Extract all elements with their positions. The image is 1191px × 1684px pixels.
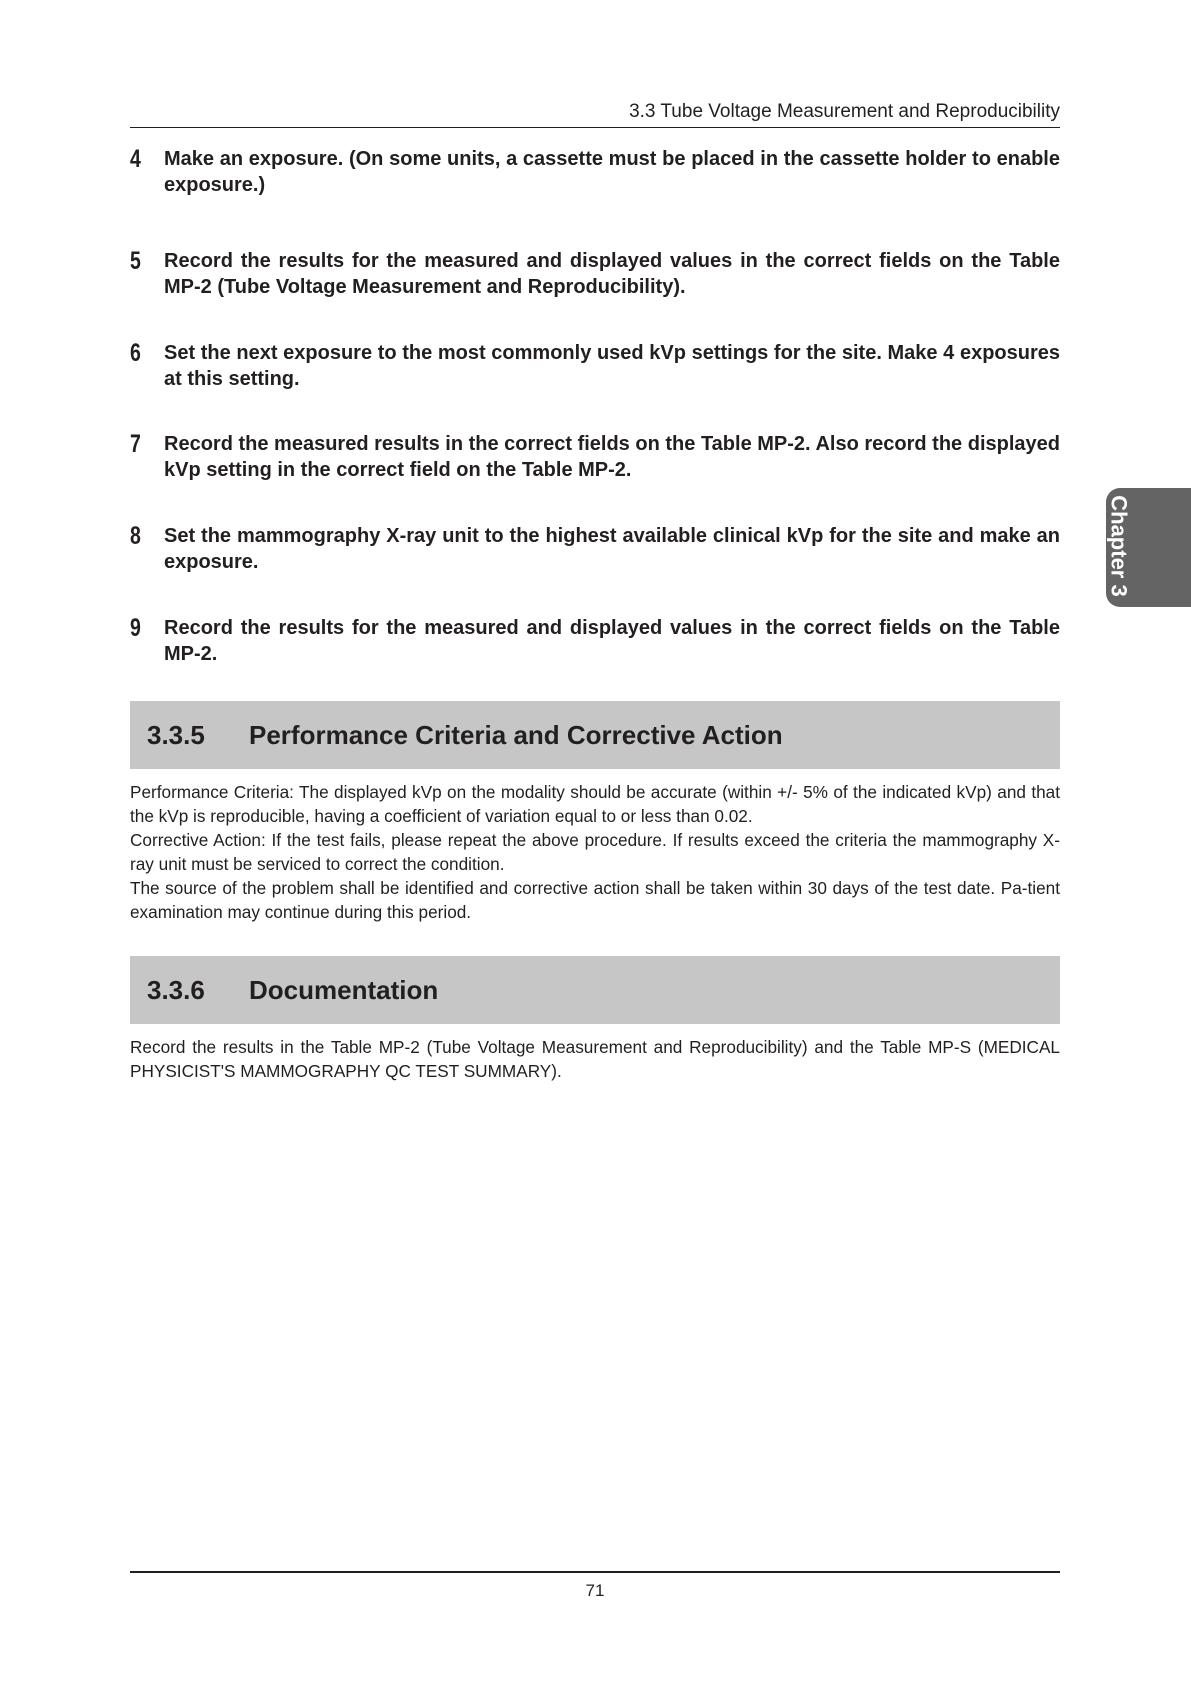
step-number: 6 — [130, 339, 141, 367]
header-divider — [130, 127, 1060, 128]
step-text: Record the results for the measured and displayed values in the correct fields on the Table MP-2 (Tube Voltage Measurement and Reproducibility). — [164, 250, 1060, 298]
running-header: 3.3 Tube Voltage Measurement and Reproducibility — [629, 101, 1060, 122]
chapter-tab — [1106, 488, 1191, 607]
section-heading-documentation — [130, 956, 1060, 1024]
section-title: Performance Criteria and Corrective Action — [249, 720, 783, 750]
procedure-step — [130, 248, 1060, 300]
footer-divider — [130, 1571, 1060, 1573]
step-number: 4 — [130, 145, 141, 173]
section-body-documentation — [130, 1035, 1060, 1083]
section-number: 3.3.6 — [147, 975, 205, 1005]
paragraph-documentation: Record the results in the Table MP-2 (Tube Voltage Measurement and Reproducibility) and the Table MP-S (MEDICAL PHYSICIST'S MAMMOGRAPHY QC TEST SUMMARY). — [130, 1037, 1060, 1081]
procedure-step — [130, 340, 1060, 392]
step-text: Record the results for the measured and displayed values in the correct fields on the Table MP-2. — [164, 617, 1060, 665]
step-text: Set the mammography X-ray unit to the highest available clinical kVp for the site and make an exposure. — [164, 525, 1060, 573]
step-number: 5 — [130, 247, 141, 275]
page-number: 71 — [585, 1581, 605, 1600]
section-title: Documentation — [249, 975, 439, 1005]
chapter-tab-label: Chapter 3 — [1106, 495, 1132, 597]
section-body-performance-criteria — [130, 780, 1060, 924]
step-text: Make an exposure. (On some units, a cassette must be placed in the cassette holder to enable exposure.) — [164, 148, 1060, 196]
procedure-step — [130, 146, 1060, 198]
procedure-step — [130, 523, 1060, 575]
paragraph-corrective-action: Corrective Action: If the test fails, please repeat the above procedure. If results exceed the criteria the mammography X-ray unit must be serviced to correct the condition. — [130, 830, 1060, 874]
paragraph-performance-criteria: Performance Criteria: The displayed kVp on the modality should be accurate (within +/- 5% of the indicated kVp) and that the kVp is reproducible, having a coefficient of variation equal to or less than 0.02. — [130, 782, 1060, 826]
step-number: 7 — [130, 430, 141, 458]
procedure-step — [130, 431, 1060, 483]
step-text: Record the measured results in the correct fields on the Table MP-2. Also record the displayed kVp setting in the correct field on the Table MP-2. — [164, 433, 1060, 481]
procedure-step — [130, 615, 1060, 667]
step-text: Set the next exposure to the most commonly used kVp settings for the site. Make 4 exposures at this setting. — [164, 342, 1060, 390]
step-number: 9 — [130, 614, 141, 642]
paragraph-problem-source: The source of the problem shall be identified and corrective action shall be taken within 30 days of the test date. Pa-tient examination may continue during this period. — [130, 878, 1060, 922]
section-heading-performance-criteria — [130, 701, 1060, 769]
section-number: 3.3.5 — [147, 720, 205, 750]
step-number: 8 — [130, 522, 141, 550]
